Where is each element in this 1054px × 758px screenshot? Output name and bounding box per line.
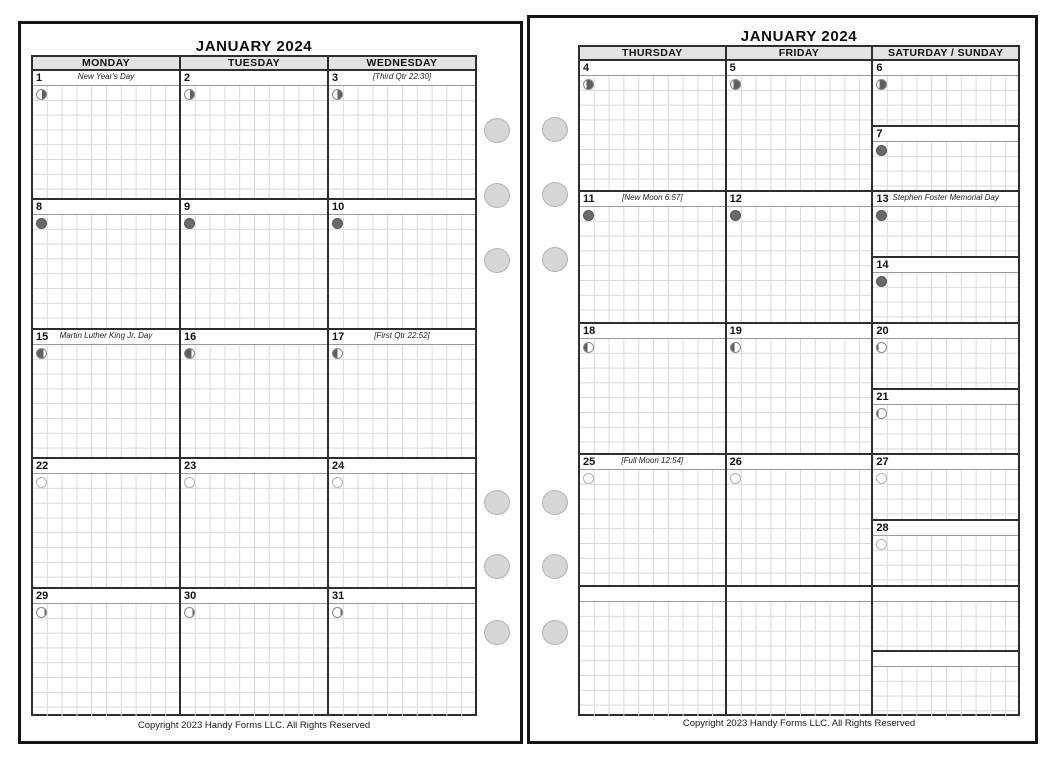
writing-grid [181,215,327,327]
day-header-band-21 [873,390,1018,405]
calendar-week-row [580,190,1018,321]
day-cell-21 [873,388,1018,454]
day-number: 23 [184,460,197,473]
day-number: 3 [332,72,339,84]
day-note: Martin Luther King Jr. Day [59,330,153,340]
writing-grid [873,470,1018,519]
weekday-header-wednesday: WEDNESDAY [366,57,438,69]
day-number: 30 [184,589,197,602]
day-number: 24 [332,460,345,473]
day-note: Stephen Foster Memorial Day [892,193,999,203]
calendar-week-row [33,198,475,327]
left-calendar-table [31,55,477,716]
first-quarter-moon-icon [332,348,343,359]
day-header-band-30 [181,589,327,604]
full-moon-icon [184,477,195,488]
day-cell-5 [727,61,874,190]
day-header-band-27 [873,455,1018,470]
day-cell-10 [329,200,475,327]
day-number: 22 [36,460,49,473]
weekday-header-monday: MONDAY [33,57,181,69]
copyright-line: Copyright 2023 Handy Forms LLC. All Rights Reserved [682,718,916,729]
writing-grid [727,602,872,716]
day-cell-14 [873,256,1018,322]
calendar-week-row [33,457,475,586]
day-header-band-15 [33,330,179,345]
weekday-header-row [580,47,1018,61]
day-number: 12 [729,193,742,206]
right-calendar-table [578,45,1020,716]
waxing-crescent-moon-icon [184,348,195,359]
day-cell-16 [181,330,329,457]
day-number: 25 [583,456,596,469]
waxing-gibbous-moon-icon [730,342,741,353]
day-header-band-20 [873,324,1018,339]
waning-gibbous-early-moon-icon [332,607,343,618]
calendar-week-row [580,453,1018,584]
day-number: 5 [729,62,736,74]
weekday-header-tuesday: TUESDAY [181,57,329,69]
day-number: 18 [583,324,596,337]
waning-crescent-moon-icon [876,79,887,90]
left-page [18,21,523,744]
day-header-band-23 [181,459,327,474]
writing-grid [873,273,1018,322]
day-header-band-9 [181,200,327,215]
day-cell-19 [727,324,874,453]
day-note: [New Moon 6:57] [622,193,683,203]
new-moon-icon [730,210,741,221]
new-moon-icon [332,218,343,229]
writing-grid [873,602,1018,651]
day-number: 29 [36,589,49,602]
binder-hole [484,183,510,208]
day-cell-15 [33,330,181,457]
waning-gibbous-early-moon-icon [36,607,47,618]
writing-grid [873,405,1018,454]
day-cell-8 [33,200,181,327]
weekday-header-friday: FRIDAY [727,47,874,59]
day-number: 20 [876,324,889,337]
full-moon-icon [36,477,47,488]
calendar-week-row [33,71,475,198]
binder-hole [542,490,568,515]
day-number: 13 [876,193,889,206]
day-cell-23 [181,459,329,586]
day-header-band-16 [181,330,327,345]
day-header-band-12 [727,192,872,207]
calendar-week-row [33,328,475,457]
weekend-cell [873,455,1018,584]
day-header-band-blank [580,587,725,602]
day-header-band-blank [873,587,1018,602]
weekend-cell [873,61,1018,190]
day-number: 9 [184,201,191,214]
day-header-band-1 [33,71,179,86]
day-header-band-17 [329,330,475,345]
day-number: 27 [876,456,889,469]
waning-gibbous-moon-icon [36,89,47,100]
day-number: 14 [876,259,889,272]
writing-grid [580,339,725,453]
day-cell-7 [873,125,1018,191]
writing-grid [181,474,327,586]
day-header-band-11 [580,192,725,207]
day-cell-3 [329,71,475,198]
writing-grid [33,604,179,716]
new-moon-icon [583,210,594,221]
new-moon-icon [876,276,887,287]
calendar-week-row [580,322,1018,453]
writing-grid [873,536,1018,585]
writing-grid [33,474,179,586]
waxing-gibbous-late-moon-icon [876,342,887,353]
writing-grid [329,474,475,586]
day-header-band-blank [873,652,1018,667]
weekend-cell [873,324,1018,453]
day-cell-17 [329,330,475,457]
day-cell-13 [873,192,1018,256]
full-moon-icon [730,473,741,484]
page-title: JANUARY 2024 [195,38,313,55]
day-number: 1 [36,72,43,84]
day-number: 26 [729,456,742,469]
day-cell-4 [580,61,727,190]
writing-grid [329,604,475,716]
binder-hole [542,247,568,272]
day-header-band-29 [33,589,179,604]
day-header-band-7 [873,127,1018,142]
day-cell-27 [873,455,1018,519]
writing-grid [33,345,179,457]
writing-grid [873,207,1018,256]
waning-crescent-moon-icon [583,79,594,90]
day-number: 2 [184,72,191,84]
writing-grid [873,667,1018,716]
day-cell-28 [873,519,1018,585]
day-number: 19 [729,324,742,337]
day-cell-29 [33,589,181,716]
writing-grid [873,142,1018,191]
writing-grid [580,207,725,321]
waning-gibbous-moon-icon [184,89,195,100]
day-cell-31 [329,589,475,716]
day-cell-6 [873,61,1018,125]
day-cell-11 [580,192,727,321]
writing-grid [580,602,725,716]
day-cell-22 [33,459,181,586]
weekday-header-row [33,57,475,71]
day-cell-9 [181,200,329,327]
day-header-band-13 [873,192,1018,207]
day-header-band-blank [727,587,872,602]
new-moon-icon [184,218,195,229]
binder-hole [542,554,568,579]
day-cell-24 [329,459,475,586]
day-header-band-19 [727,324,872,339]
day-header-band-5 [727,61,872,76]
writing-grid [181,604,327,716]
writing-grid [181,86,327,198]
waning-gibbous-early-moon-icon [184,607,195,618]
writing-grid [329,86,475,198]
weekday-header-thursday: THURSDAY [580,47,727,59]
day-note: [Third Qtr 22:30] [372,72,432,81]
new-moon-icon [876,210,887,221]
blank-day-cell [580,587,727,716]
calendar-week-row [580,585,1018,716]
day-number: 4 [583,62,590,74]
waxing-gibbous-moon-icon [583,342,594,353]
day-number: 8 [36,201,43,214]
page-title: JANUARY 2024 [740,28,858,45]
writing-grid [727,470,872,584]
writing-grid [727,76,872,190]
right-page [527,15,1038,744]
day-header-band-24 [329,459,475,474]
blank-day-cell [873,587,1018,651]
day-header-band-31 [329,589,475,604]
calendar-week-row [33,587,475,716]
binder-hole [484,620,510,645]
weekday-header-saturday-sunday: SATURDAY / SUNDAY [888,47,1004,59]
writing-grid [33,86,179,198]
writing-grid [580,470,725,584]
right-calendar-body [580,61,1018,716]
full-moon-icon [876,473,887,484]
writing-grid [329,215,475,327]
day-number: 31 [332,589,345,602]
writing-grid [329,345,475,457]
day-number: 21 [876,390,889,403]
day-header-band-14 [873,258,1018,273]
day-note: New Year's Day [77,72,135,81]
full-moon-icon [583,473,594,484]
weekend-cell [873,192,1018,321]
waning-crescent-moon-icon [730,79,741,90]
day-header-band-25 [580,455,725,470]
day-header-band-8 [33,200,179,215]
day-number: 7 [876,127,883,140]
writing-grid [580,76,725,190]
writing-grid [33,215,179,327]
full-moon-icon [876,539,887,550]
day-note: [Full Moon 12:54] [621,456,684,466]
day-note: [First Qtr 22:52] [374,330,430,340]
binder-hole [484,248,510,273]
day-number: 16 [184,330,197,343]
day-header-band-28 [873,521,1018,536]
binder-hole [484,118,510,143]
calendar-week-row [580,61,1018,190]
day-number: 28 [876,521,889,534]
day-cell-1 [33,71,181,198]
left-calendar-body [33,71,475,716]
day-cell-18 [580,324,727,453]
binder-hole [542,182,568,207]
day-header-band-26 [727,455,872,470]
day-header-band-4 [580,61,725,76]
day-cell-12 [727,192,874,321]
copyright-line: Copyright 2023 Handy Forms LLC. All Rights Reserved [137,720,371,731]
binder-hole [484,490,510,515]
day-cell-26 [727,455,874,584]
day-number: 11 [583,193,595,206]
blank-day-cell [873,650,1018,716]
writing-grid [181,345,327,457]
writing-grid [727,339,872,453]
day-header-band-10 [329,200,475,215]
binder-hole [542,620,568,645]
waxing-crescent-moon-icon [36,348,47,359]
day-number: 15 [36,330,49,343]
new-moon-icon [876,145,887,156]
weekend-cell [873,587,1018,716]
day-number: 17 [332,330,345,343]
writing-grid [873,76,1018,125]
day-header-band-22 [33,459,179,474]
day-cell-25 [580,455,727,584]
day-header-band-6 [873,61,1018,76]
binder-hole [542,117,568,142]
day-cell-20 [873,324,1018,388]
writing-grid [727,207,872,321]
blank-day-cell [727,587,874,716]
binder-hole [484,554,510,579]
new-moon-icon [36,218,47,229]
day-cell-2 [181,71,329,198]
day-number: 10 [332,201,345,214]
last-quarter-moon-icon [332,89,343,100]
full-moon-icon [332,477,343,488]
waxing-gibbous-late-moon-icon [876,408,887,419]
writing-grid [873,339,1018,388]
day-header-band-18 [580,324,725,339]
day-header-band-2 [181,71,327,86]
day-cell-30 [181,589,329,716]
day-number: 6 [876,62,883,74]
day-header-band-3 [329,71,475,86]
